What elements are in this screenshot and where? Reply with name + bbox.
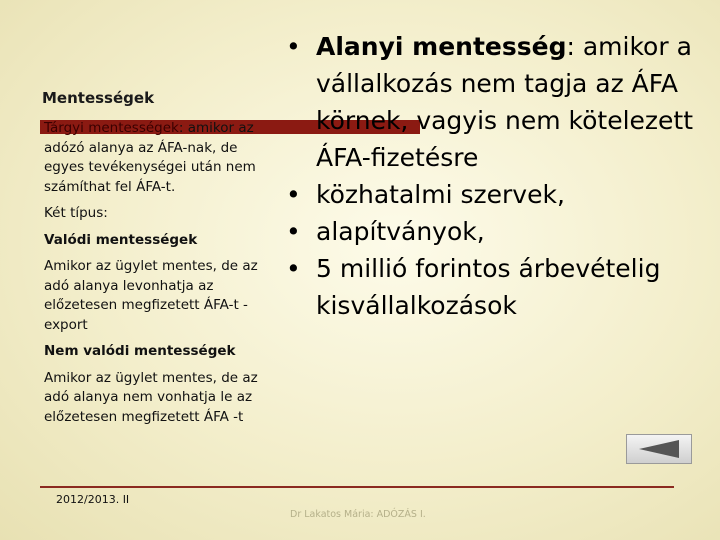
bullet-dot: • [286, 217, 301, 246]
bullet-text: közhatalmi szervek, [316, 180, 565, 209]
heading-nem-valodi: Nem valódi mentességek [44, 343, 236, 359]
bullet-dot: • [286, 180, 301, 209]
targyi-definition: : amikor az adózó alanya az ÁFA-nak, de egyes tevékenységei után nem számíthat fel ÁFA-t. [44, 120, 256, 195]
footer-divider [40, 486, 674, 488]
left-text-column [44, 119, 274, 427]
bullet-text: 5 millió forintos árbevételig kisvállalkozások [316, 254, 661, 320]
bullet-bold-term: Alanyi mentesség [316, 32, 567, 61]
paragraph-valodi: Amikor az ügylet mentes, de az adó alanya levonhatja az előzetesen megfizetett ÁFA-t - export [44, 258, 258, 333]
back-button[interactable] [626, 434, 692, 464]
title-area [42, 88, 282, 108]
bullet-item [286, 176, 706, 213]
paragraph-nem-valodi: Amikor az ügylet mentes, de az adó alanya nem vonhatja le az előzetesen megfizetett ÁFA -t [44, 369, 258, 425]
paragraph-ket-tipus: Két típus: [44, 205, 108, 221]
back-arrow-icon [637, 439, 681, 459]
heading-valodi: Valódi mentességek [44, 231, 198, 248]
footer-author: Dr Lakatos Mária: ADÓZÁS I. [290, 509, 426, 520]
bullet-text: alapítványok, [316, 217, 485, 246]
bullet-dot: • [286, 254, 301, 283]
bullet-dot: • [286, 32, 301, 61]
bullet-list [286, 28, 706, 324]
bullet-item [286, 250, 706, 324]
bullet-item [286, 28, 706, 176]
bullet-body: : amikor a vállalkozás nem tagja az ÁFA körnek, vagyis nem kötelezett ÁFA-fizetésre [316, 32, 694, 172]
slide-title: Mentességek [42, 89, 155, 107]
paragraph-targyi [44, 119, 274, 197]
bullet-item [286, 213, 706, 250]
targyi-heading: Tárgyi mentességek [44, 120, 179, 136]
bullet-text [316, 28, 706, 176]
footer-date: 2012/2013. II [56, 493, 130, 506]
